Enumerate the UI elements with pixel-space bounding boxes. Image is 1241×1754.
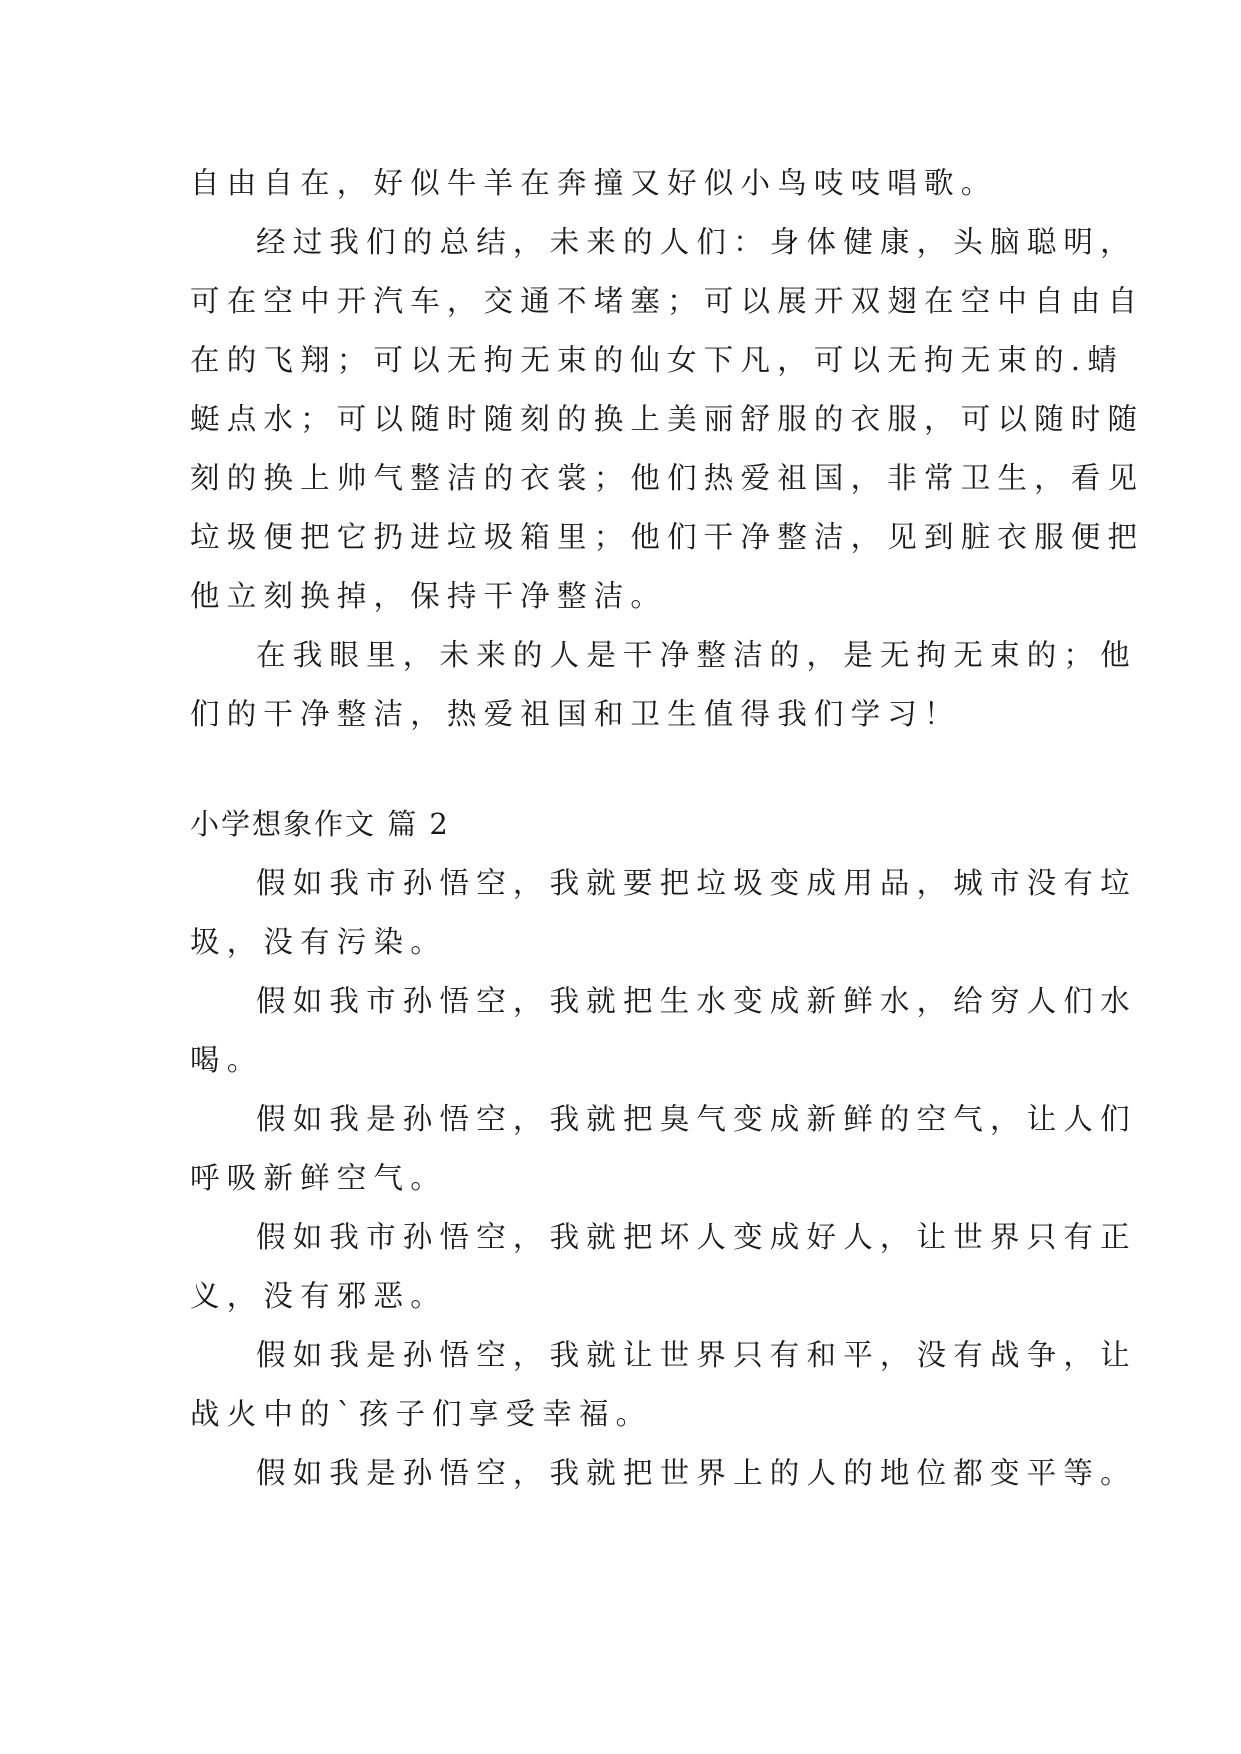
paragraph-line: 经过我们的总结，未来的人们：身体健康，头脑聪明， — [256, 225, 1137, 259]
paragraph-line: 义，没有邪恶。 — [190, 1279, 447, 1313]
paragraph-line: 在的飞翔；可以无拘无束的仙女下凡，可以无拘无束的.蜻 — [190, 343, 1125, 377]
paragraph-line: 们的干净整洁，热爱祖国和卫生值得我们学习！ — [190, 697, 961, 731]
paragraph-line: 喝。 — [190, 1043, 264, 1077]
paragraph-line: 假如我市孙悟空，我就把坏人变成好人，让世界只有正 — [256, 1220, 1137, 1254]
paragraph-line: 蜓点水；可以随时随刻的换上美丽舒服的衣服，可以随时随 — [190, 402, 1145, 436]
paragraph-line: 他立刻换掉，保持干净整洁。 — [190, 579, 668, 613]
paragraph-line: 假如我是孙悟空，我就把世界上的人的地位都变平等。 — [256, 1456, 1137, 1490]
paragraph-line: 假如我是孙悟空，我就让世界只有和平，没有战争，让 — [256, 1338, 1137, 1372]
paragraph-line: 假如我是孙悟空，我就把臭气变成新鲜的空气，让人们 — [256, 1102, 1137, 1136]
paragraph-line: 假如我市孙悟空，我就要把垃圾变成用品，城市没有垃 — [256, 866, 1137, 900]
paragraph-line: 战火中的`孩子们享受幸福。 — [190, 1397, 653, 1431]
paragraph-line: 圾，没有污染。 — [190, 925, 447, 959]
paragraph-line: 刻的换上帅气整洁的衣裳；他们热爱祖国，非常卫生，看见 — [190, 461, 1145, 495]
paragraph-line: 可在空中开汽车，交通不堵塞；可以展开双翅在空中自由自 — [190, 284, 1145, 318]
paragraph-line: 自由自在，好似牛羊在奔撞又好似小鸟吱吱唱歌。 — [190, 166, 998, 200]
paragraph-line: 在我眼里，未来的人是干净整洁的，是无拘无束的；他 — [256, 638, 1137, 672]
paragraph-line: 假如我市孙悟空，我就把生水变成新鲜水，给穷人们水 — [256, 984, 1137, 1018]
section-title: 小学想象作文 篇 2 — [190, 807, 450, 841]
paragraph-line: 垃圾便把它扔进垃圾箱里；他们干净整洁，见到脏衣服便把 — [190, 520, 1145, 554]
paragraph-line: 呼吸新鲜空气。 — [190, 1161, 447, 1195]
